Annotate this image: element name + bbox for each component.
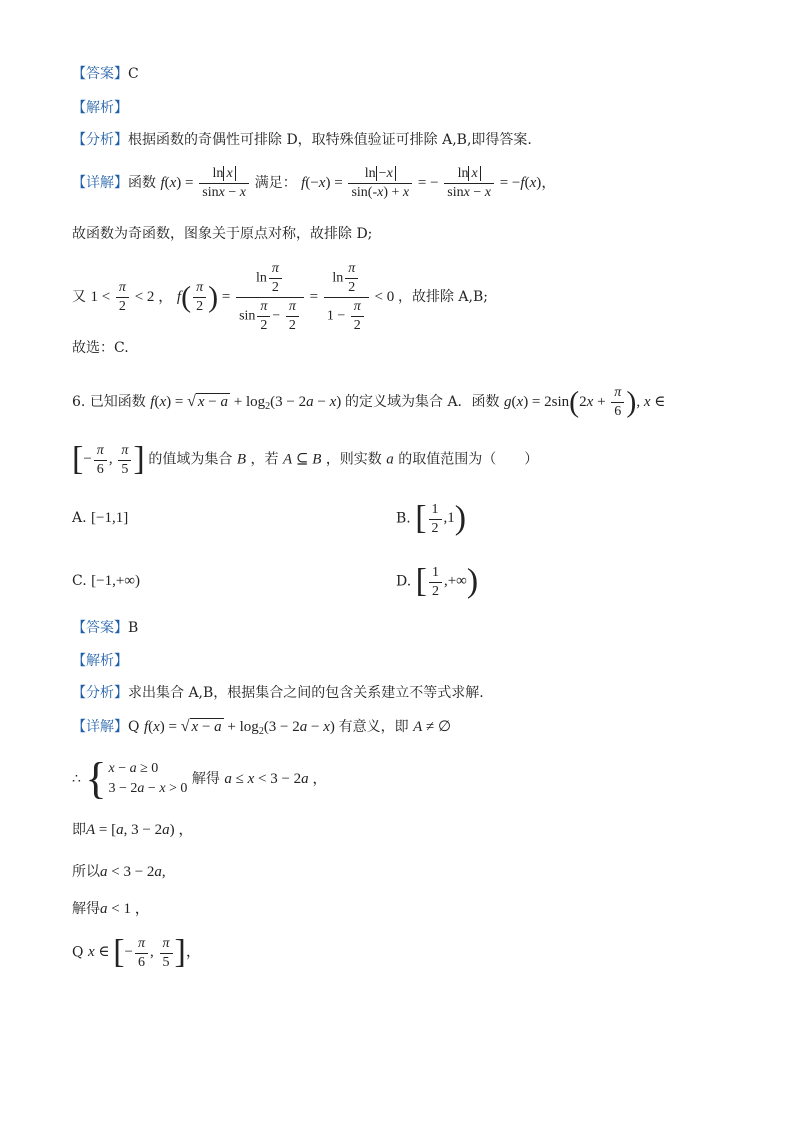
stem-1: 已知函数 [89, 393, 146, 410]
detail-tag: 【详解】 [72, 174, 128, 191]
fenxi-tag: 【分析】 [72, 132, 128, 148]
meaningful-text: 有意义，即 [338, 719, 409, 735]
jiede-line [72, 902, 150, 917]
option-c-value: [−1,+∞) [91, 573, 140, 589]
detail-mid: 满足： [254, 174, 297, 191]
option-c[interactable] [72, 574, 140, 589]
solve-prefix: 解得 [191, 771, 220, 787]
x-range-line [72, 936, 201, 970]
ji-line [72, 823, 193, 838]
formula-x-range: [− $\frac{\pi}{6}$ , $\frac{\pi}{5}$ ] [72, 441, 145, 478]
choose-line: 故选：C. [72, 340, 129, 356]
fenxi-line [72, 133, 532, 147]
suoyi-line [72, 865, 166, 880]
stem-5: ，则实数 [325, 451, 382, 468]
formula-fx: f(x) = $\frac{\text{ln x}}{\sin x - x}$ [160, 175, 254, 191]
option-a-label: A. [72, 510, 87, 526]
answer6-value: B [128, 620, 139, 636]
detail-prefix: 函数 [128, 174, 156, 191]
formula-g-def: g(x) = 2sin(2x + $\frac{\pi}{6}$ ), x ∈ [504, 385, 666, 419]
formula-f-def: f(x) = √ $x - a + \log_2(3 - 2a - x)$ [150, 392, 345, 412]
formula-special-value: 1 < $\frac{\pi}{2}$ < 2 ， f( $\frac{\pi}{2}$ ) = ln $\frac{\pi}{2}$ sin $\frac{\pi}{2}$ − $\frac{\pi}{2}$ = ln $\frac{\pi}{2}$ 1 − $\frac{\pi}{2}$ < 0 [90, 261, 398, 333]
ji-text: 即 [72, 822, 86, 838]
stem-4: ，若 [250, 451, 279, 468]
fenxi6-tag: 【分析】 [72, 685, 128, 701]
option-b[interactable] [396, 502, 466, 536]
suoyi-text: 所以 [72, 864, 100, 880]
question6-line1 [72, 386, 665, 419]
stem-6: 的取值范围为（ ） [398, 451, 539, 468]
answer-value: C [128, 66, 139, 82]
again-line [72, 262, 488, 333]
question6-line2: [− $\frac{\pi}{6}$ , $\frac{\pi}{5}$ ] 的值域为集合 B ，若 A ⊆ B ，则实数 a 的取值范围为（ ） [72, 441, 539, 478]
analysis6-tag: 【解析】 [72, 653, 128, 669]
system-line [72, 754, 328, 803]
formula-a-lt-1: a < 1 ， [100, 901, 150, 917]
fenxi6-text: 求出集合 A,B，根据集合之间的包含关系建立不等式求解. [128, 685, 484, 701]
option-a-value: [−1,1] [91, 510, 129, 526]
fenxi-text: 根据函数的奇偶性可排除 D，取特殊值验证可排除 A,B,即得答案. [128, 132, 532, 148]
detail6-tag: 【详解】 [72, 719, 128, 735]
formula-solve: a ≤ x < 3 − 2a ， [224, 771, 328, 787]
option-b-label: B. [396, 510, 411, 527]
answer-tag: 【答案】 [72, 66, 128, 82]
question-number: 6. [72, 393, 86, 410]
formula-subset: A ⊆ B [282, 451, 322, 468]
stem-2: 的定义域为集合 A．函数 [345, 393, 500, 410]
formula-f-neg: f(−x) = $\frac{\ln -x}{\sin(-x) + x}$ = − $\frac{\text{ln x}}{\sin x - x}$ = −f(x)， [301, 166, 557, 200]
option-d[interactable] [396, 565, 478, 599]
detail6-q: Q [128, 719, 140, 735]
odd-line: 故函数为奇函数，图象关于原点对称，故排除 D; [72, 226, 373, 242]
detail-line [72, 167, 556, 200]
formula-f-def-2: f(x) = √ $x - a + \log_2(3 - 2a - x)$ [143, 718, 339, 737]
jiede-text: 解得 [72, 901, 100, 917]
prev-answer-line [72, 67, 139, 81]
answer6-tag: 【答案】 [72, 620, 128, 636]
q2-text: Q [72, 944, 84, 961]
option-d-label: D. [396, 573, 412, 590]
option-d-value: [ $\frac{1}{2}$ ,+∞) [415, 563, 479, 600]
analysis-tag: 【解析】 [72, 100, 128, 116]
detail6-line [72, 719, 451, 737]
again-prefix: 又 [72, 288, 86, 305]
exclude-ab: ，故排除 A,B; [397, 288, 488, 305]
formula-ineq: a < 3 − 2a, [100, 864, 166, 880]
formula-system: { x − a ≥ 0 3 − 2a − x > 0 [85, 754, 188, 803]
formula-x-in: x ∈ [− $\frac{\pi}{6}$ , $\frac{\pi}{5}$ ]， [87, 934, 201, 971]
stem-3: 的值域为集合 [148, 451, 233, 468]
option-c-label: C. [72, 573, 87, 589]
option-a[interactable] [72, 511, 128, 526]
answer6-line [72, 621, 138, 635]
fenxi6-line [72, 686, 484, 700]
option-b-value: [ $\frac{1}{2}$ ,1) [415, 500, 467, 537]
therefore-symbol: ∴ [72, 771, 81, 787]
formula-nonempty: A ≠ ∅ [413, 719, 452, 735]
formula-set-a: A = [a, 3 − 2a) ， [86, 822, 194, 838]
